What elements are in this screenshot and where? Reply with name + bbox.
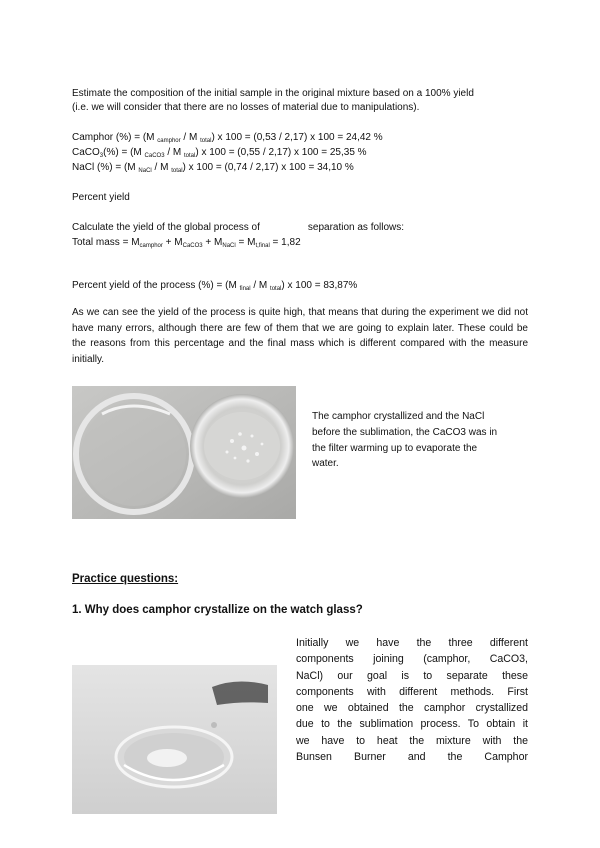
intro-line-1: Estimate the composition of the initial sample in the original mixture based on a 100% yield bbox=[72, 88, 474, 99]
question-1: 1. Why does camphor crystallize on the watch glass? bbox=[72, 604, 363, 616]
photo-camphor-and-nacl bbox=[72, 386, 296, 519]
camphor-formula: Camphor (%) = (M $_{camphor}$ / M $_{total}$) x 100 = (0,53 / 2,17) x 100 = 24,42 % bbox=[72, 132, 383, 144]
caption-line: the filter warming up to evaporate the bbox=[312, 442, 478, 454]
total-mass-formula: Total mass = $M_{camphor} + M_{CaCO3} + M_{NaCl} = M_{t,final} = 1,82$ bbox=[72, 237, 301, 249]
caco3-formula: CaCO$_3$(%) = (M $_{CaCO3}$ / M $_{total}$) x 100 = (0,55 / 2,17) x 100 = 25,35 % bbox=[72, 147, 367, 159]
answer-line: one we obtained the camphor crystallized bbox=[296, 702, 528, 715]
photo-watch-glass bbox=[72, 665, 277, 814]
caption-line: water. bbox=[312, 458, 339, 470]
answer-line: Bunsen Burner and the Camphor bbox=[296, 751, 528, 764]
answer-line: Initially we have the three different bbox=[296, 637, 528, 649]
nacl-formula: NaCl (%) = (M $_{NaCl}$ / M $_{total}$) x 100 = (0,74 / 2,17) x 100 = 34,10 % bbox=[72, 162, 354, 174]
answer-line: components with different methods. First bbox=[296, 685, 528, 698]
practice-questions-heading: Practice questions: bbox=[72, 573, 179, 585]
percent-yield-label: Percent yield bbox=[72, 192, 130, 203]
process-yield-formula: Percent yield of the process (%) = (M $_{final}$ / M $_{total}$) x 100 = 83,87% bbox=[72, 280, 358, 292]
answer-line: components joining (camphor, CaCO3, bbox=[296, 653, 528, 666]
answer-1-paragraph bbox=[296, 635, 528, 765]
answer-line: due to the sublimation process. To obtain it bbox=[296, 718, 528, 731]
photo-caption bbox=[312, 409, 497, 472]
discussion-paragraph: As we can see the yield of the process is quite high, that means that during the experiment we did not have many errors, although there are few of them that we are going to explain later. These could be the reasons from this percentage and the final mass which is different compared with the measure initially. bbox=[72, 307, 528, 365]
caption-line: before the sublimation, the CaCO3 was in bbox=[312, 426, 498, 438]
intro-line-2: (i.e. we will consider that there are no losses of material due to manipulations). bbox=[72, 102, 420, 113]
answer-line: we have to heat the mixture with the bbox=[296, 734, 528, 747]
caption-line: The camphor crystallized and the NaCl bbox=[312, 411, 485, 422]
global-yield-line: Calculate the yield of the global process of separation as follows: bbox=[72, 222, 405, 233]
answer-line: NaCl) our goal is to separate these bbox=[296, 669, 528, 682]
